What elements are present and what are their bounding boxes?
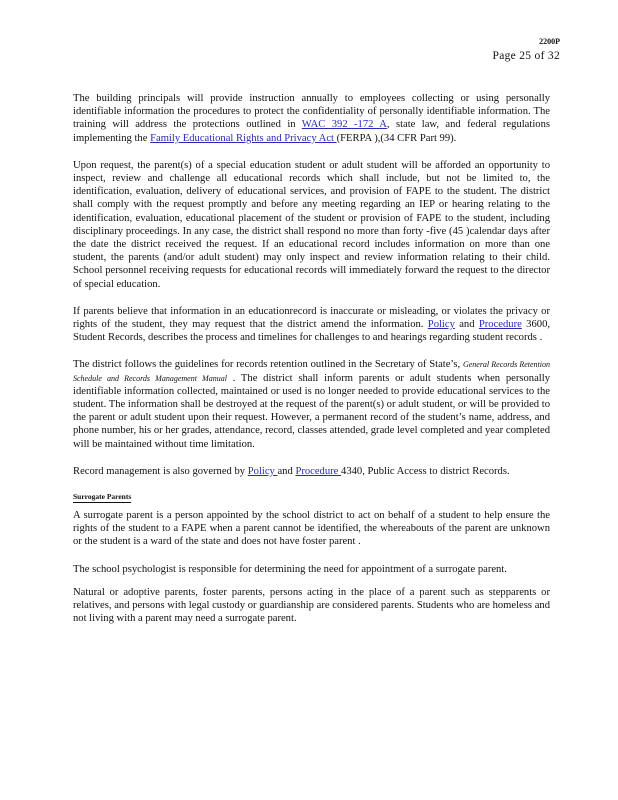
paragraph-amend-records: If parents believe that information in an educationrecord is inaccurate or misleading, or violates the privacy or rights of the student, they may request that the district amend the information. Policy and Procedure 3600, Student Records, describes the process and timelines for challenges to and hearings regarding student records . — [73, 305, 551, 344]
paragraph-psychologist: The school psychologist is responsible for determining the need for appointment of a surrogate parent. — [73, 563, 507, 575]
paragraph-record-management: Record management is also governed by Policy and Procedure 4340, Public Access to district Records. — [73, 465, 510, 477]
paragraph-training: The building principals will provide instruction annually to employees collecting or using personally identifiable information the procedures to protect the confidentiality of personally identifiable information. The training will address the protections outlined in WAC 392 -172 A, state law, and federal regulations implementing the Family Educational Rights and Privacy Act (FERPA ),(34 CFR Part 99). — [73, 93, 550, 144]
paragraph-inspect-records: Upon request, the parent(s) of a special education student or adult student will be afforded an opportunity to inspect, review and challenge all educational records which shall include, but not be limited to, the identification, evaluation, delivery of educational services, and provision of FAPE to the student. The district shall comply with the request promptly and before any meeting regarding an IEP or hearing relating to the identification, evaluation, educational placement of the student or provision of FAPE to the student, including disciplinary proceedings. In any case, the district shall respond no more than forty -five (45 )calendar days after the date the district received the request. If an educational record includes information on more than one student, the parents (and/or adult student) may only inspect and review information relating to their child. School personnel receiving requests for educational records will immediately forward the request to the director of special education. — [73, 159, 550, 290]
paragraph-natural-parents: Natural or adoptive parents, foster parents, persons acting in the place of a parent such as stepparents or relatives, and persons with legal custody or guardianship are considered parents. Students who are homeless and not living with a parent may need a surrogate parent. — [73, 586, 550, 625]
surrogate-parents-heading: Surrogate Parents — [73, 492, 132, 502]
policy-link[interactable]: Policy — [427, 319, 455, 331]
paragraph-retention: The district follows the guidelines for records retention outlined in the Secretary of State’s, General Records Retention Schedule and Records Management Manual . The district shall inform parents or adult students when personally identifiable information collected, maintained or used is no longer needed to provide educational services to the student. The information shall be destroyed at the request of the parent(s) or adult student, or will be provided to the parent or adult student upon their request. However, a permanent record of the student’s name, address, and phone number, his or her grades, attendance, record, classes attended, grade level completed and year completed will be maintained without time limitation. — [73, 359, 550, 450]
document-body — [73, 92, 550, 640]
policy-4340-link[interactable]: Policy — [247, 465, 278, 477]
procedure-link[interactable]: Procedure — [478, 319, 522, 331]
retention-manual-title: General Records Retention Schedule and Records Management Manual — [73, 360, 550, 383]
procedure-4340-link[interactable]: Procedure — [295, 465, 342, 477]
policy-code: 2200P — [539, 37, 560, 46]
ferpa-link[interactable]: Family Educational Rights and Privacy Act — [150, 132, 337, 144]
wac-link[interactable]: WAC 392 -172 A — [301, 119, 387, 131]
paragraph-surrogate-definition: A surrogate parent is a person appointed by the school district to act on behalf of a student to help ensure the rights of the student to a FAPE when a parent cannot be identified, the whereabouts of the parent are unknown or the student is a ward of the state and does not have foster parent . — [73, 510, 550, 548]
page-number: Page 25 of 32 — [492, 50, 560, 62]
